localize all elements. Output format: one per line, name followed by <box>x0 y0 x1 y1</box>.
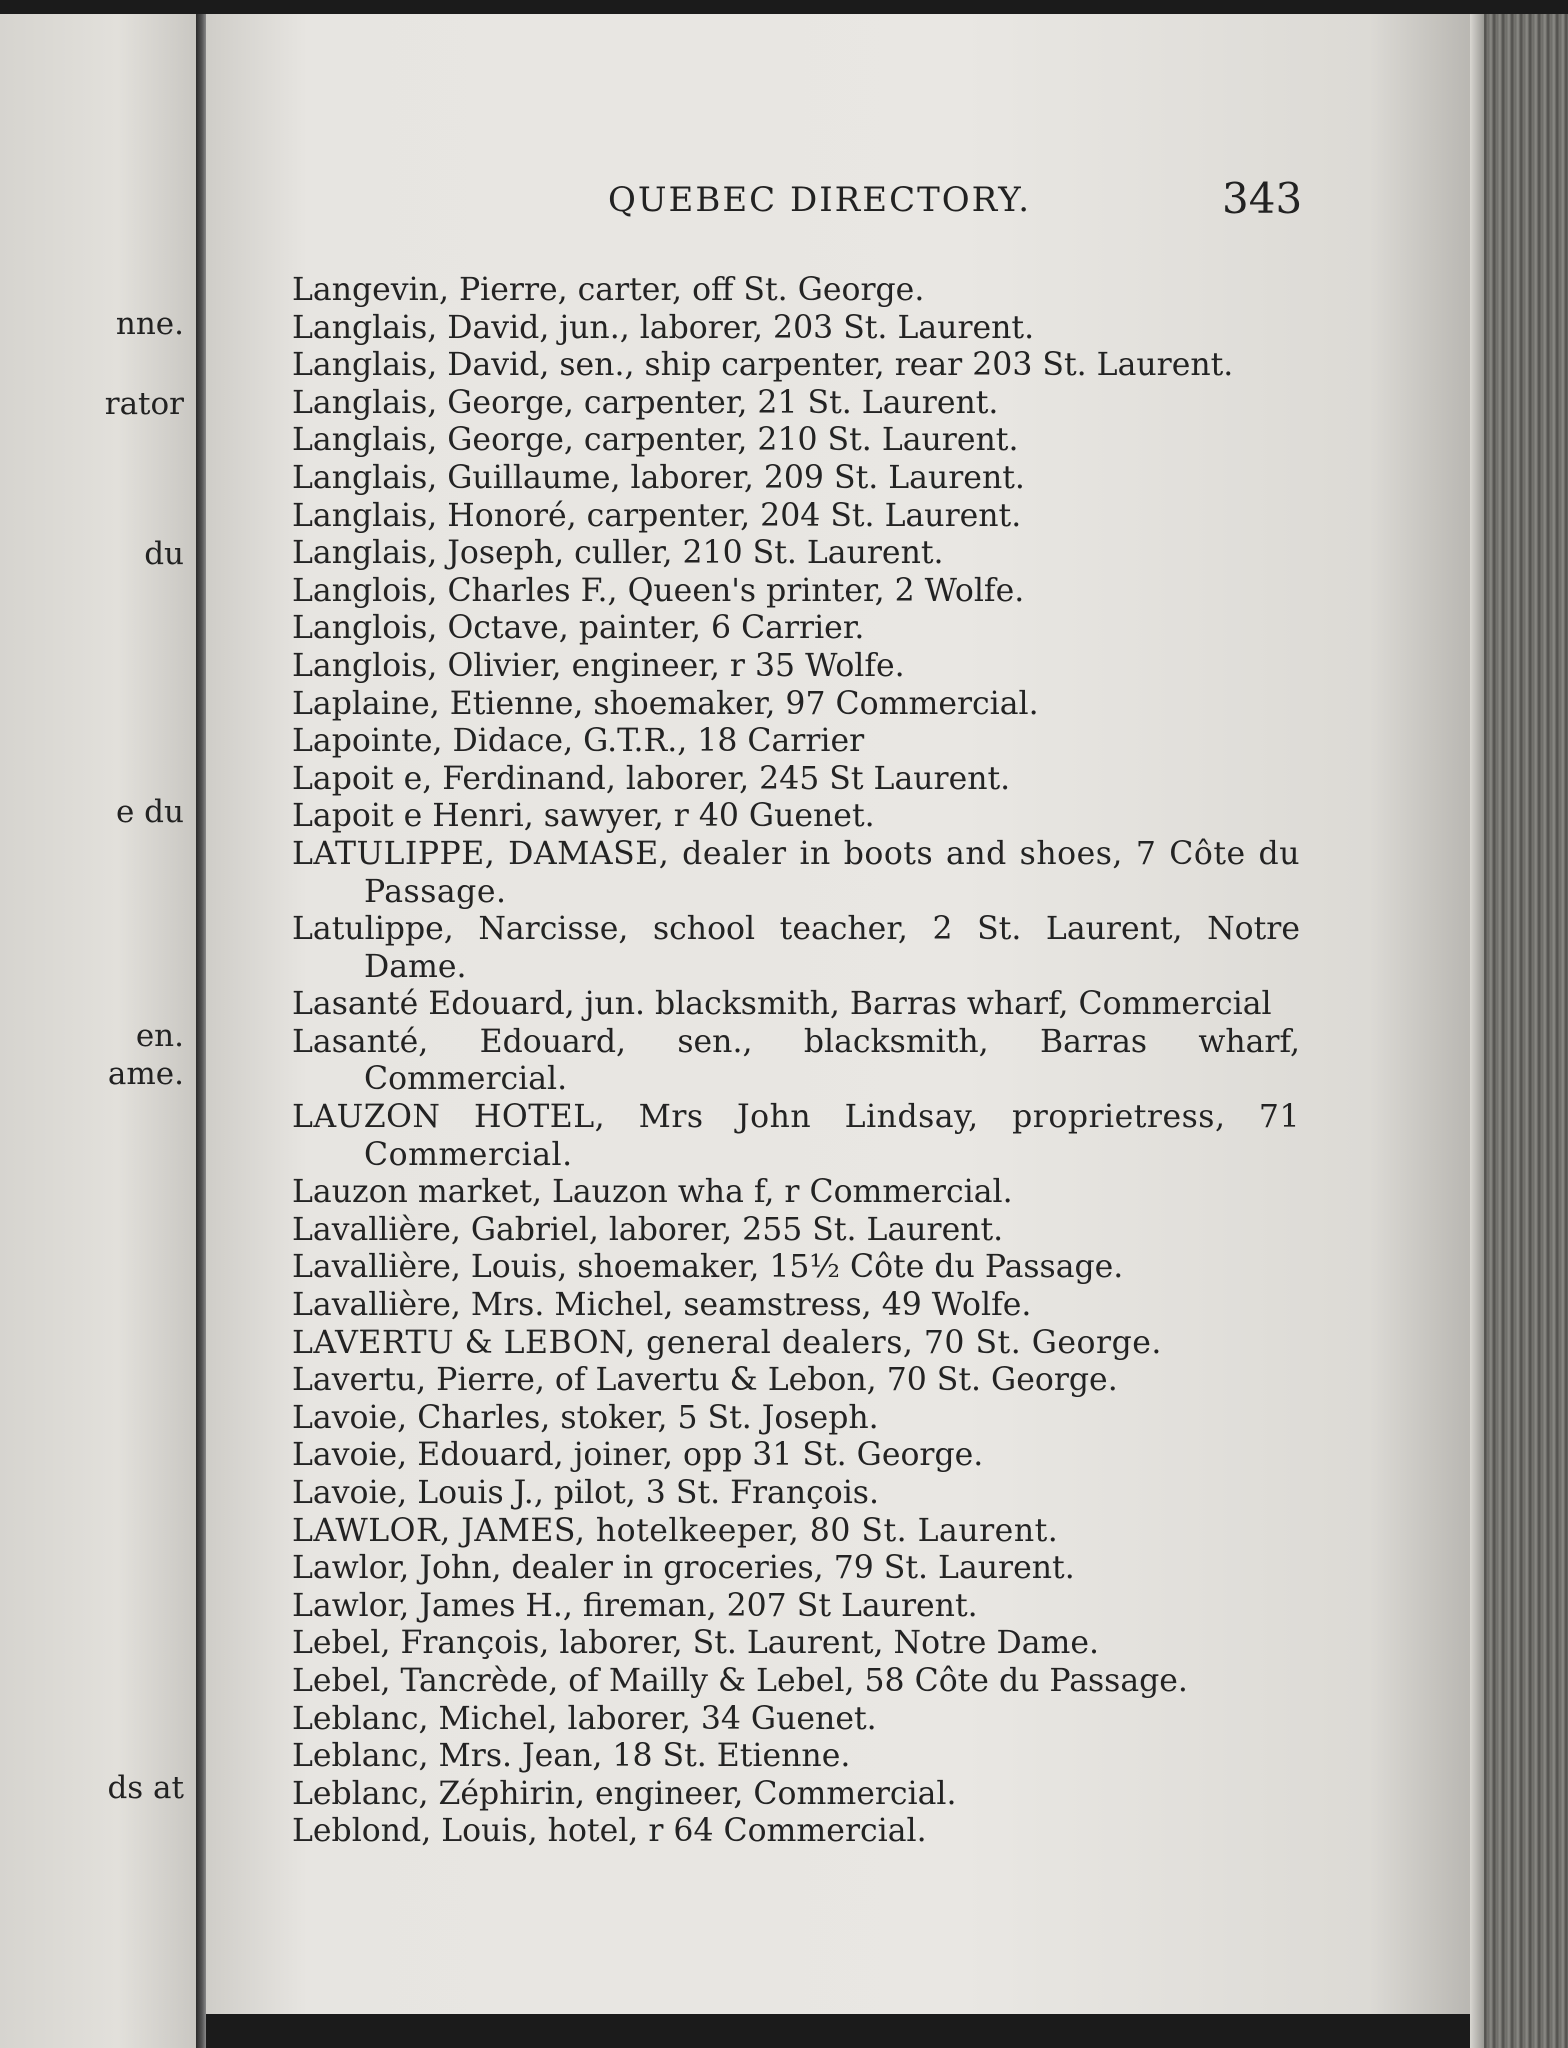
book-gutter <box>196 14 206 2048</box>
directory-entry: Lavoie, Louis J., pilot, 3 St. François. <box>292 1475 879 1511</box>
directory-entry: Leblond, Louis, hotel, r 64 Commercial. <box>292 1813 927 1850</box>
directory-entry: Lapoit e, Ferdinand, laborer, 245 St Laurent. <box>292 760 1011 797</box>
directory-entry: Lavallière, Mrs. Michel, seamstress, 49 Wolfe. <box>292 1287 1032 1324</box>
directory-entry: Langlais, Honoré, carpenter, 204 St. Laurent. <box>292 497 1022 534</box>
page-number: 343 <box>1222 174 1303 223</box>
directory-entry: Langlais, George, carpenter, 210 St. Laurent. <box>292 422 1019 459</box>
directory-entry: Lapoit e Henri, sawyer, r 40 Guenet. <box>292 798 875 835</box>
directory-entry: Leblanc, Mrs. Jean, 18 St. Etienne. <box>292 1738 851 1775</box>
directory-entry: LATULIPPE, DAMASE, dealer in boots and shoes, 7 Côte du Passage. <box>292 835 1300 910</box>
directory-entry: Lapointe, Didace, G.T.R., 18 Carrier <box>292 723 865 760</box>
directory-entry: Lavallière, Louis, shoemaker, 15½ Côte du Passage. <box>292 1249 1124 1286</box>
directory-entry: Lawlor, John, dealer in groceries, 79 St. Laurent. <box>292 1550 1075 1587</box>
directory-entry: LAWLOR, JAMES, hotelkeeper, 80 St. Laurent. <box>292 1512 1059 1549</box>
directory-entry: Lavoie, Edouard, joiner, opp 31 St. George. <box>292 1437 984 1474</box>
page-edges <box>1470 14 1568 2048</box>
directory-entry: Lawlor, James H., fireman, 207 St Laurent. <box>292 1587 978 1624</box>
directory-entry: Lebel, Tancrède, of Mailly & Lebel, 58 Côte du Passage. <box>292 1662 1188 1699</box>
directory-entry: Latulippe, Narcisse, school teacher, 2 St. Laurent, Notre Dame. <box>292 911 1300 985</box>
directory-entry: Langlais, David, sen., ship carpenter, rear 203 St. Laurent. <box>292 347 1234 384</box>
left-facing-page <box>0 14 196 2048</box>
directory-entry: LAVERTU & LEBON, general dealers, 70 St. George. <box>292 1324 1162 1361</box>
page-header-title: QUEBEC DIRECTORY. <box>608 180 1032 220</box>
directory-entry: Lebel, François, laborer, St. Laurent, Notre Dame. <box>292 1625 1100 1662</box>
directory-entry: Lavallière, Gabriel, laborer, 255 St. Laurent. <box>292 1211 1004 1248</box>
left-page-fragment: e du <box>115 794 184 830</box>
directory-entry: Langlois, Olivier, engineer, r 35 Wolfe. <box>292 647 905 684</box>
directory-entry: Lasanté, Edouard, sen., blacksmith, Barras wharf, Commercial. <box>292 1023 1300 1098</box>
directory-entry: Lasanté Edouard, jun. blacksmith, Barras wharf, Commercial <box>292 986 1272 1023</box>
directory-entry: Langlois, Octave, painter, 6 Carrier. <box>292 610 865 647</box>
directory-entry: LAUZON HOTEL, Mrs John Lindsay, proprietress, 71 Commercial. <box>292 1099 1300 1173</box>
directory-entry: Laplaine, Etienne, shoemaker, 97 Commercial. <box>292 685 1039 722</box>
directory-entry: Langlais, George, carpenter, 21 St. Laurent. <box>292 384 999 421</box>
left-page-fragment: nne. <box>115 306 184 342</box>
left-page-fragment: du <box>144 536 184 572</box>
directory-entry: Lavertu, Pierre, of Lavertu & Lebon, 70 St. George. <box>292 1362 1118 1399</box>
left-page-fragment: en. <box>135 1018 184 1054</box>
left-page-fragment: ame. <box>107 1056 184 1092</box>
directory-entry: Langlais, Guillaume, laborer, 209 St. Laurent. <box>292 459 1025 496</box>
directory-entry: Lauzon market, Lauzon wha f, r Commercial. <box>292 1174 1013 1211</box>
directory-entry: Langlais, Joseph, culler, 210 St. Laurent. <box>292 535 944 572</box>
directory-entry: Langlais, David, jun., laborer, 203 St. Laurent. <box>292 309 1035 346</box>
directory-entries <box>292 272 1300 1851</box>
directory-entry: Leblanc, Michel, laborer, 34 Guenet. <box>292 1700 877 1737</box>
directory-entry: Leblanc, Zéphirin, engineer, Commercial. <box>292 1775 957 1812</box>
directory-entry: Langevin, Pierre, carter, off St. George. <box>292 272 925 308</box>
directory-entry: Langlois, Charles F., Queen's printer, 2 Wolfe. <box>292 572 1025 609</box>
directory-entry: Lavoie, Charles, stoker, 5 St. Joseph. <box>292 1399 879 1436</box>
left-page-fragment: rator <box>104 386 184 422</box>
left-page-fragment: ds at <box>107 1770 184 1806</box>
